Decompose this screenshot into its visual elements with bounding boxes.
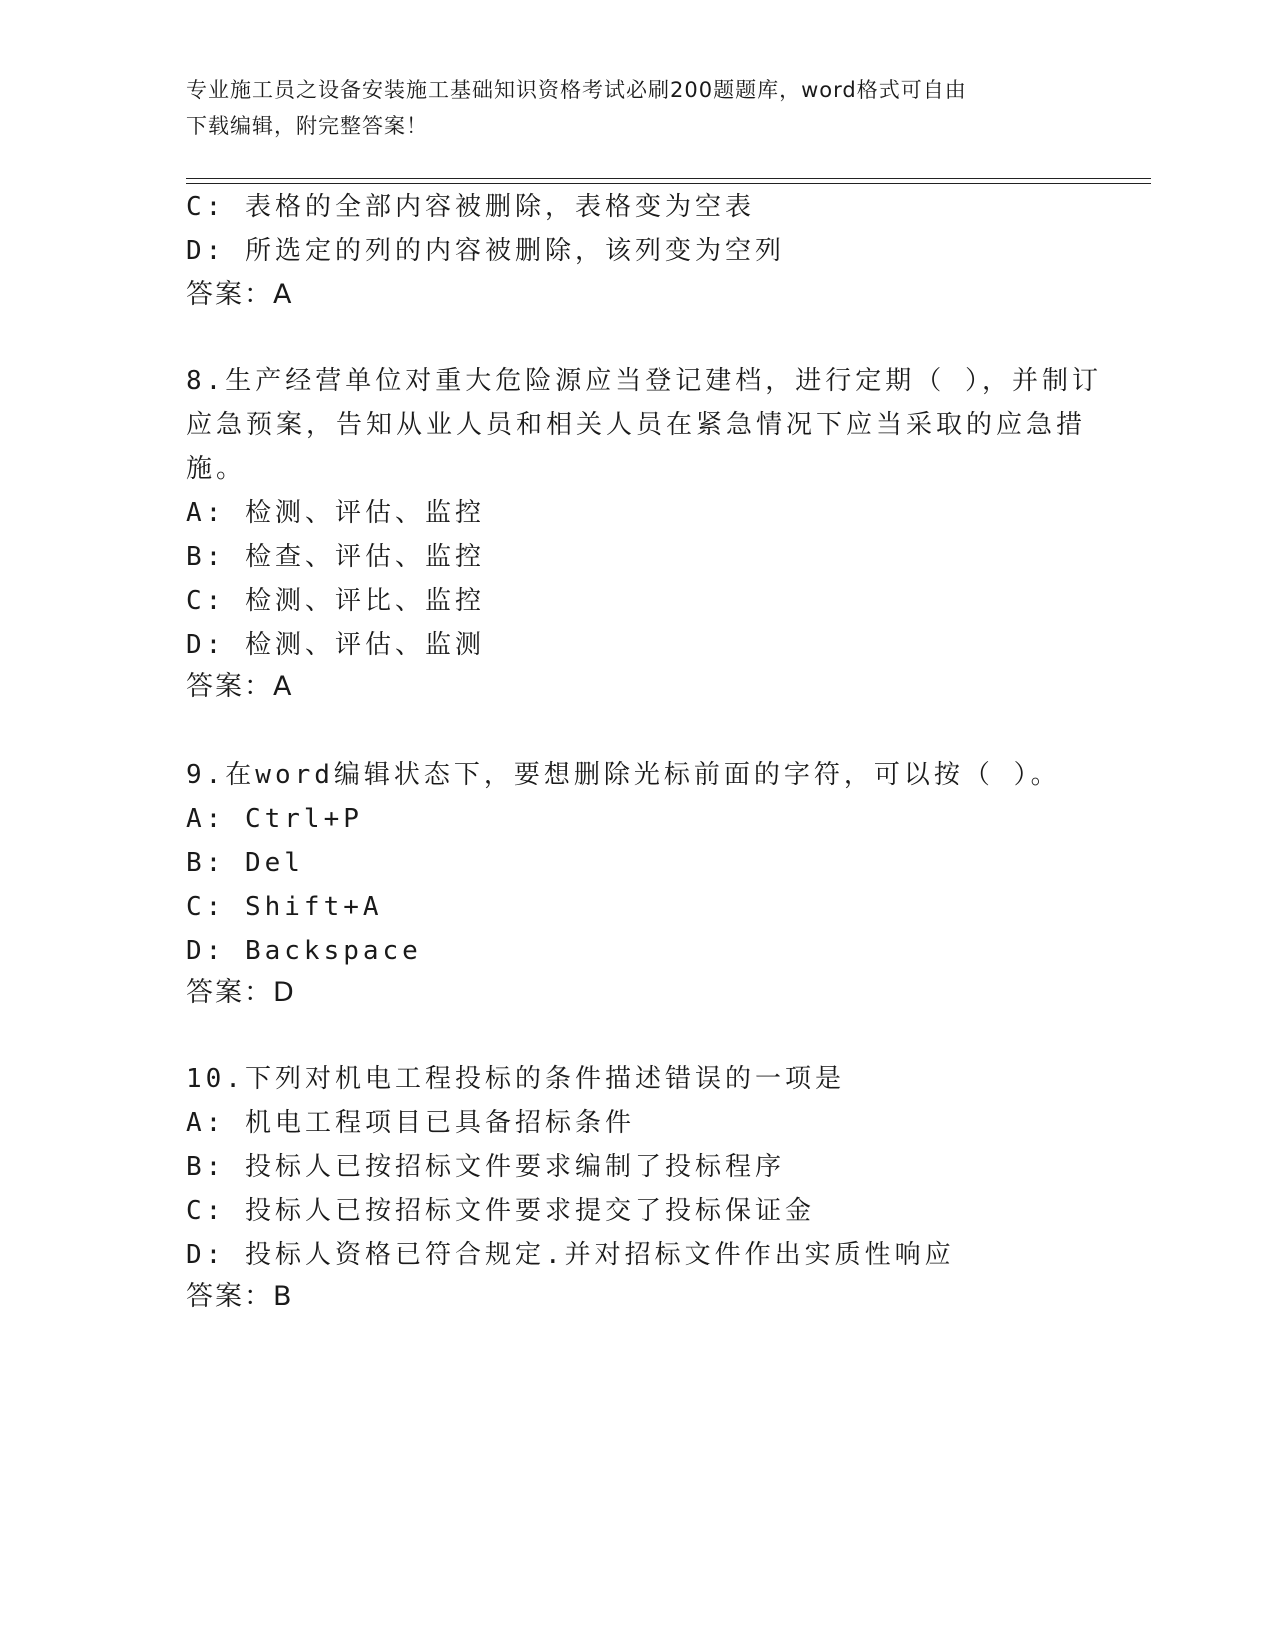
q9-option-a: A: Ctrl+P <box>186 804 363 834</box>
q10-answer: 答案：B <box>186 1281 294 1312</box>
q8-option-b: B: 检查、评估、监控 <box>186 542 485 572</box>
q10-option-d: D: 投标人资格已符合规定.并对招标文件作出实质性响应 <box>186 1240 955 1270</box>
q9-option-b: B: Del <box>186 848 304 878</box>
q8-stem-line-3: 施。 <box>186 454 247 484</box>
document-header <box>186 72 1066 144</box>
q9-answer: 答案：D <box>186 977 296 1008</box>
q8-option-a: A: 检测、评估、监控 <box>186 498 485 528</box>
q8-answer: 答案：A <box>186 671 294 702</box>
header-divider-bottom <box>186 183 1151 184</box>
q9-option-c: C: Shift+A <box>186 892 383 922</box>
q8-stem-line-2: 应急预案，告知从业人员和相关人员在紧急情况下应当采取的应急措 <box>186 410 1087 440</box>
q9-option-d: D: Backspace <box>186 936 422 966</box>
q8-option-d: D: 检测、评估、监测 <box>186 630 485 660</box>
q8-stem-line-1: 8.生产经营单位对重大危险源应当登记建档，进行定期（ ），并制订 <box>186 366 1102 396</box>
q10-stem: 10.下列对机电工程投标的条件描述错误的一项是 <box>186 1064 845 1094</box>
header-line-1: 专业施工员之设备安装施工基础知识资格考试必刷200题题库，word格式可自由 <box>186 78 967 102</box>
q10-option-a: A: 机电工程项目已具备招标条件 <box>186 1108 635 1138</box>
q10-option-c: C: 投标人已按招标文件要求提交了投标保证金 <box>186 1196 815 1226</box>
q8-option-c: C: 检测、评比、监控 <box>186 586 485 616</box>
q7-option-c: C: 表格的全部内容被删除，表格变为空表 <box>186 192 755 222</box>
q10-option-b: B: 投标人已按招标文件要求编制了投标程序 <box>186 1152 785 1182</box>
q7-option-d: D: 所选定的列的内容被删除，该列变为空列 <box>186 236 785 266</box>
header-divider-top <box>186 178 1151 179</box>
q9-stem: 9.在word编辑状态下，要想删除光标前面的字符，可以按（ ）。 <box>186 760 1061 790</box>
header-line-2: 下载编辑，附完整答案！ <box>186 114 428 138</box>
q7-answer: 答案：A <box>186 279 294 310</box>
